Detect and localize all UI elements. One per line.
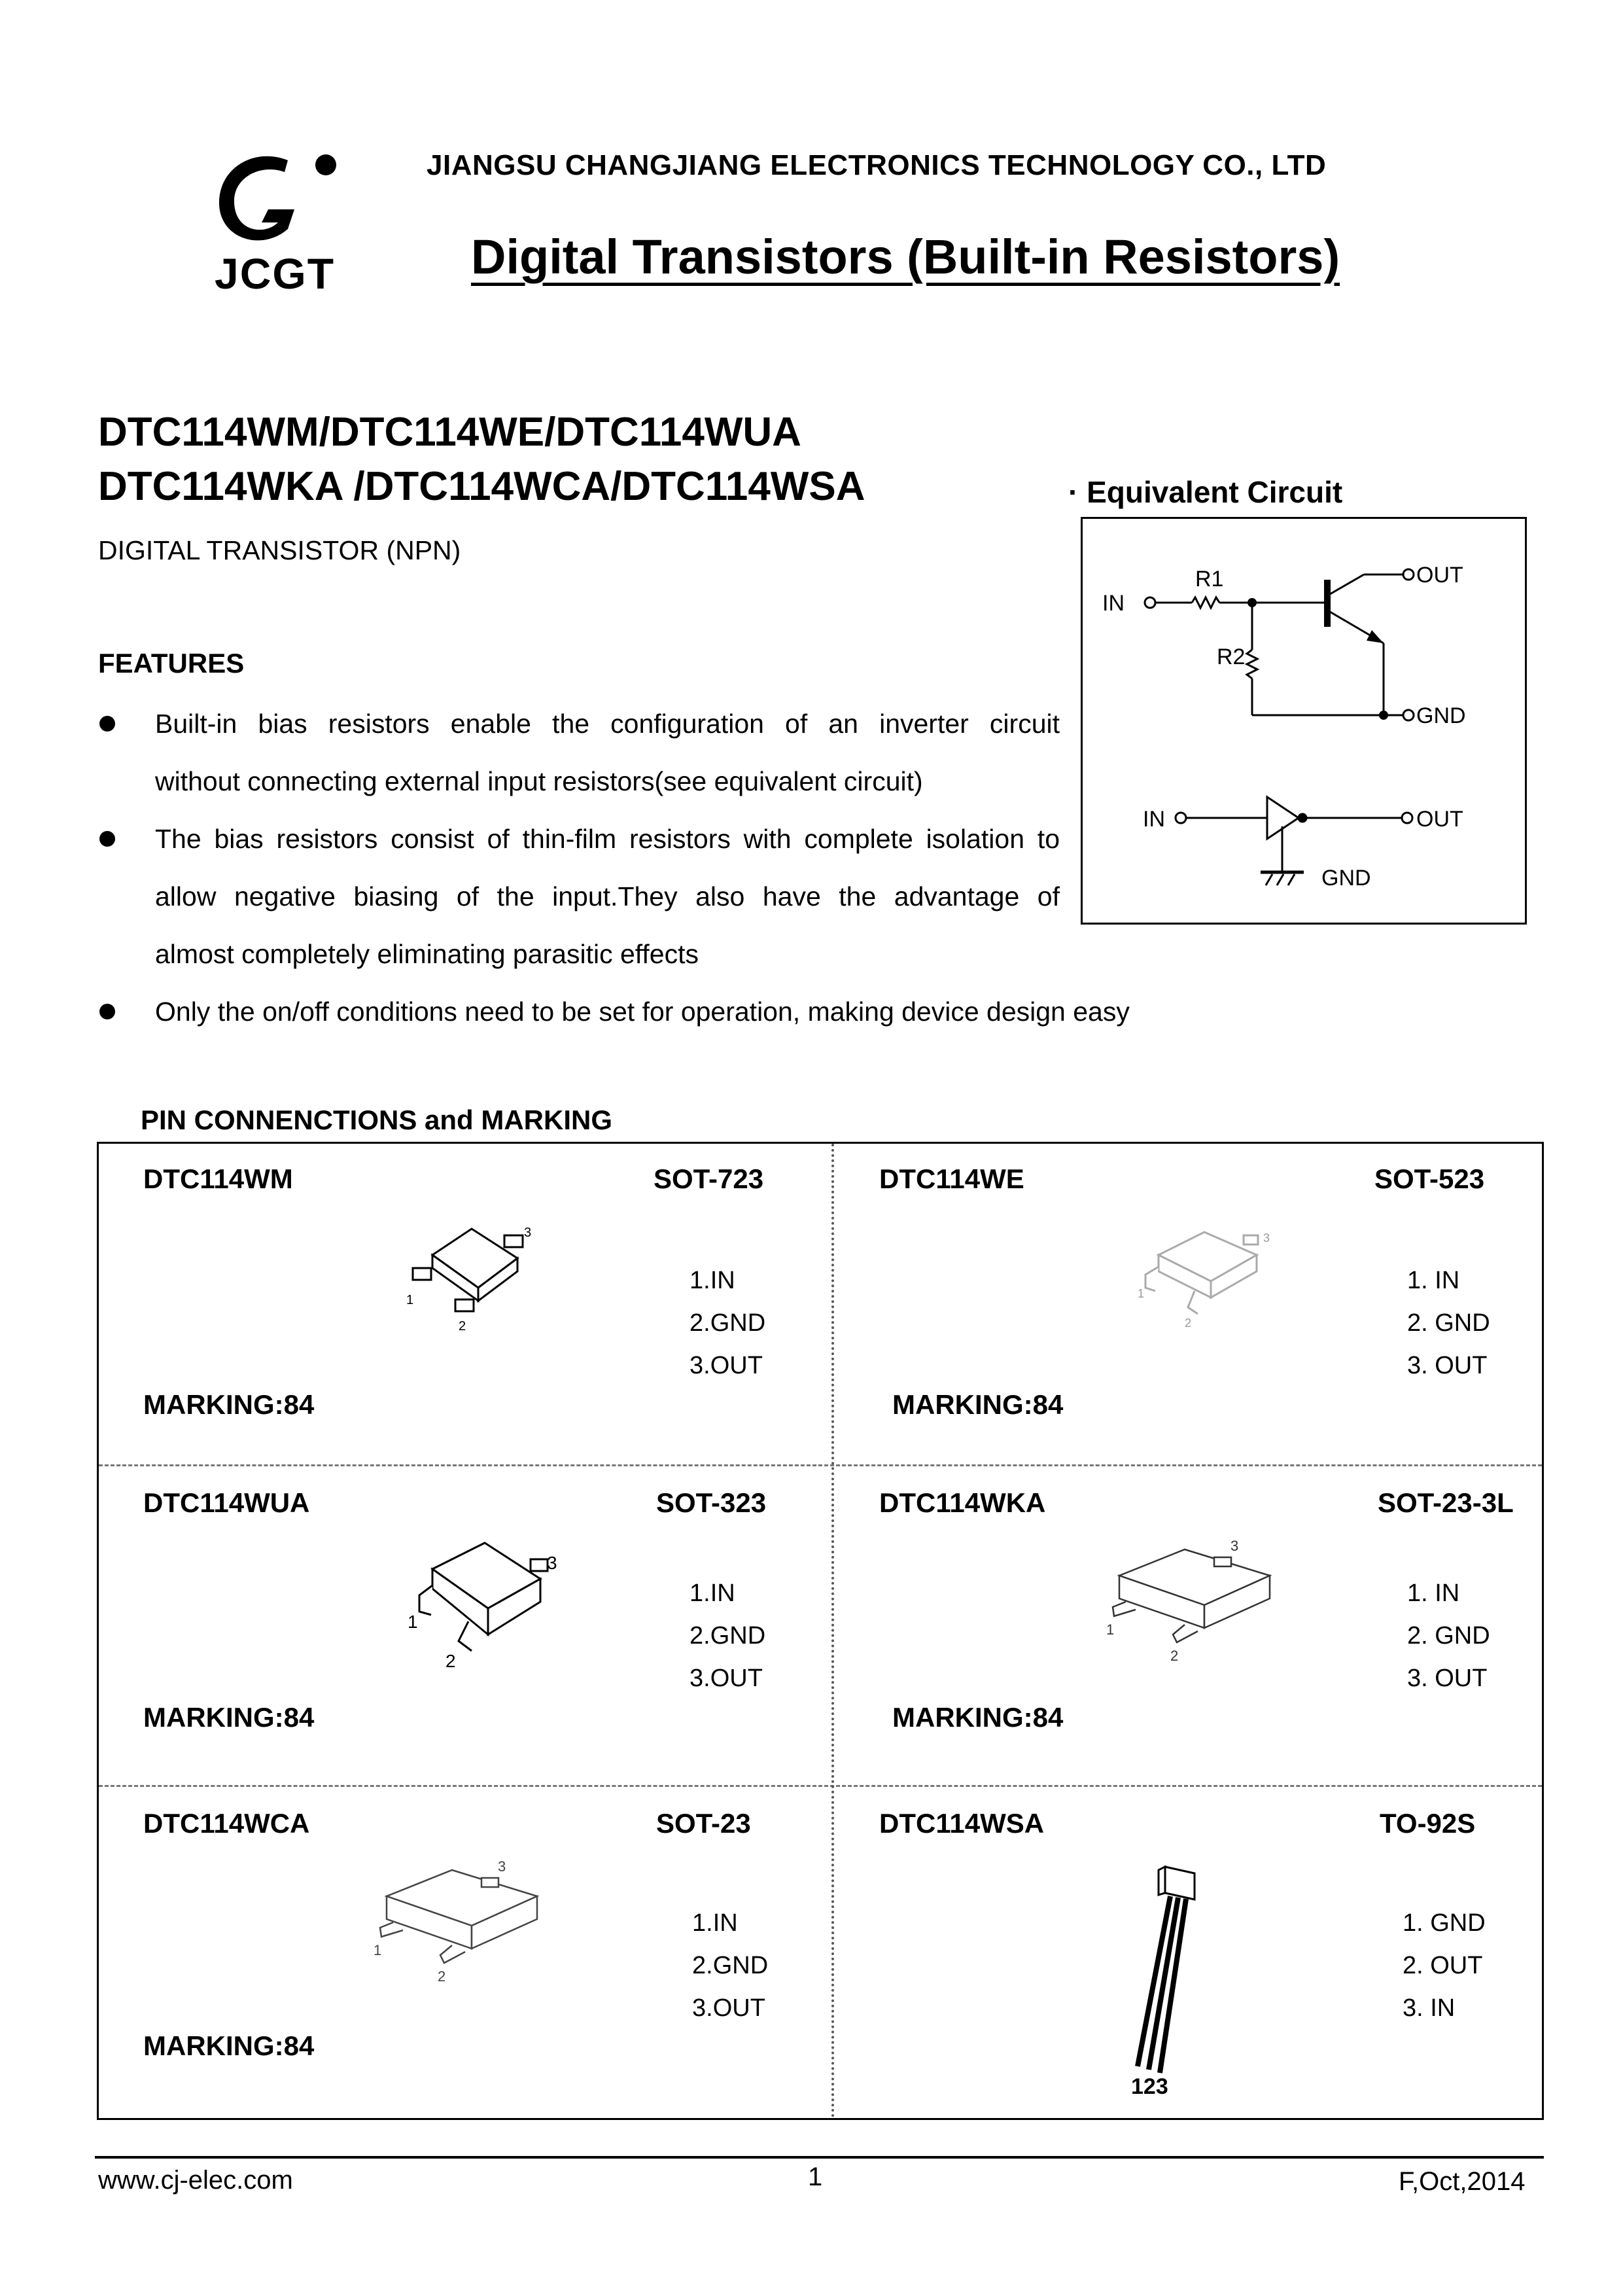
- part-numbers-line-2: DTC114WKA /DTC114WCA/DTC114WSA: [98, 464, 865, 509]
- pin-item: 3. OUT: [1407, 1352, 1488, 1379]
- pin-item: 1.IN: [689, 1267, 735, 1294]
- feature-line: Built-in bias resistors enable the configuration of an inverter circuit: [155, 709, 1060, 739]
- pin-item: 1.IN: [692, 1909, 738, 1937]
- package-drawing-sot323: [406, 1530, 563, 1687]
- pin-item: 3.OUT: [689, 1665, 763, 1692]
- pin-number-1: 1: [406, 1293, 414, 1307]
- circuit-label-out: OUT: [1416, 563, 1463, 588]
- cell-package: SOT-323: [656, 1487, 767, 1518]
- pin-number-1: 1: [1138, 1287, 1145, 1300]
- pin-number-2: 2: [459, 1319, 466, 1333]
- pin-number-2: 2: [438, 1968, 446, 1985]
- cell-package: SOT-23: [656, 1808, 751, 1839]
- cell-part-name: DTC114WE: [879, 1163, 1024, 1194]
- row-divider: [99, 1464, 1542, 1466]
- pin-item: 3. OUT: [1407, 1665, 1488, 1692]
- pin-item: 1.IN: [689, 1580, 735, 1607]
- product-subtitle: DIGITAL TRANSISTOR (NPN): [98, 535, 461, 565]
- pin-item: 3.OUT: [689, 1352, 763, 1379]
- footer-revision: F,Oct,2014: [1399, 2167, 1526, 2196]
- bullet-icon: [99, 1004, 115, 1019]
- pin-connections-table: [97, 1142, 1544, 2120]
- pin-item: 1. IN: [1407, 1267, 1460, 1294]
- pin-item: 2. GND: [1407, 1309, 1490, 1337]
- cell-part-name: DTC114WSA: [879, 1808, 1045, 1839]
- footer-website: www.cj-elec.com: [98, 2166, 293, 2195]
- pin-item: 2.GND: [692, 1952, 769, 1979]
- feature-line: allow negative biasing of the input.They also have the advantage of: [155, 881, 1060, 911]
- cell-package: SOT-23-3L: [1378, 1487, 1514, 1518]
- cell-marking: MARKING:84: [892, 1702, 1064, 1733]
- pin-number-3: 3: [1230, 1538, 1239, 1554]
- inverter-label-in: IN: [1143, 807, 1165, 832]
- pin-connections-heading: PIN CONNENCTIONS and MARKING: [141, 1104, 613, 1135]
- feature-line: The bias resistors consist of thin-film resistors with complete isolation to: [155, 824, 1060, 854]
- package-drawing-sot723: [406, 1216, 537, 1347]
- pin-number-2: 2: [445, 1651, 456, 1671]
- company-logo: [196, 141, 347, 298]
- pin-number-3: 3: [1263, 1231, 1270, 1245]
- pin-number-3: 3: [547, 1553, 557, 1573]
- inverter-label-gnd: GND: [1321, 866, 1371, 891]
- cell-part-name: DTC114WCA: [143, 1808, 310, 1839]
- cell-marking: MARKING:84: [143, 1702, 315, 1733]
- package-drawing-sot233l: [1100, 1530, 1296, 1687]
- package-drawing-sot523: [1132, 1216, 1276, 1347]
- package-drawing-sot23: [367, 1850, 563, 2007]
- pin-item: 2.GND: [689, 1309, 766, 1337]
- pin-number-2: 2: [1170, 1648, 1179, 1664]
- equivalent-circuit-diagram: [1083, 519, 1525, 923]
- pin-item: 1. IN: [1407, 1580, 1460, 1607]
- cell-marking: MARKING:84: [143, 2030, 315, 2061]
- circuit-label-gnd: GND: [1416, 703, 1466, 728]
- pin-item: 1. GND: [1403, 1909, 1486, 1937]
- footer-rule: [95, 2156, 1544, 2159]
- pin-item: 2.GND: [689, 1622, 766, 1650]
- circuit-label-r2: R2: [1217, 645, 1246, 669]
- pin-number-3: 3: [524, 1226, 532, 1240]
- cell-part-name: DTC114WKA: [879, 1487, 1046, 1518]
- row-divider: [99, 1785, 1542, 1787]
- pin-number-1: 1: [374, 1942, 382, 1958]
- feature-line: almost completely eliminating parasitic effects: [155, 939, 699, 969]
- cell-part-name: DTC114WM: [143, 1163, 293, 1194]
- pin-item: 2. GND: [1407, 1622, 1490, 1650]
- part-numbers-line-1: DTC114WM/DTC114WE/DTC114WUA: [98, 410, 801, 455]
- document-title: Digital Transistors (Built-in Resistors): [471, 230, 1340, 284]
- cell-part-name: DTC114WUA: [143, 1487, 310, 1518]
- cell-package: TO-92S: [1380, 1808, 1476, 1839]
- inverter-label-out: OUT: [1416, 807, 1463, 832]
- pin-number-1: 1: [1106, 1621, 1115, 1638]
- cell-marking: MARKING:84: [143, 1389, 315, 1420]
- cell-package: SOT-523: [1374, 1163, 1485, 1194]
- pin-item: 2. OUT: [1403, 1952, 1483, 1979]
- bullet-icon: [99, 716, 115, 732]
- company-name: JIANGSU CHANGJIANG ELECTRONICS TECHNOLOGY CO., LTD: [427, 149, 1327, 181]
- circuit-label-in: IN: [1102, 591, 1125, 616]
- pin-number-2: 2: [1185, 1316, 1192, 1330]
- feature-line: Only the on/off conditions need to be set for operation, making device design easy: [155, 997, 1130, 1027]
- bullet-icon: [99, 831, 115, 847]
- column-divider: [831, 1144, 834, 2118]
- circuit-label-r1: R1: [1195, 567, 1224, 592]
- pin-number-3: 3: [498, 1858, 506, 1875]
- equivalent-circuit-box: [1081, 517, 1527, 925]
- footer-page-number: 1: [808, 2163, 823, 2191]
- to92-pin-numbers: 123: [1131, 2074, 1168, 2099]
- cell-marking: MARKING:84: [892, 1389, 1064, 1420]
- cell-package: SOT-723: [654, 1163, 764, 1194]
- package-drawing-to92s: [1113, 1857, 1244, 2099]
- features-heading: FEATURES: [98, 648, 245, 679]
- feature-line: without connecting external input resistors(see equivalent circuit): [155, 766, 923, 796]
- pin-item: 3.OUT: [692, 1994, 765, 2022]
- logo-text: JCGT: [215, 249, 336, 298]
- equivalent-circuit-heading: · Equivalent Circuit: [1068, 475, 1343, 509]
- pin-item: 3. IN: [1403, 1994, 1456, 2022]
- pin-number-1: 1: [408, 1612, 418, 1632]
